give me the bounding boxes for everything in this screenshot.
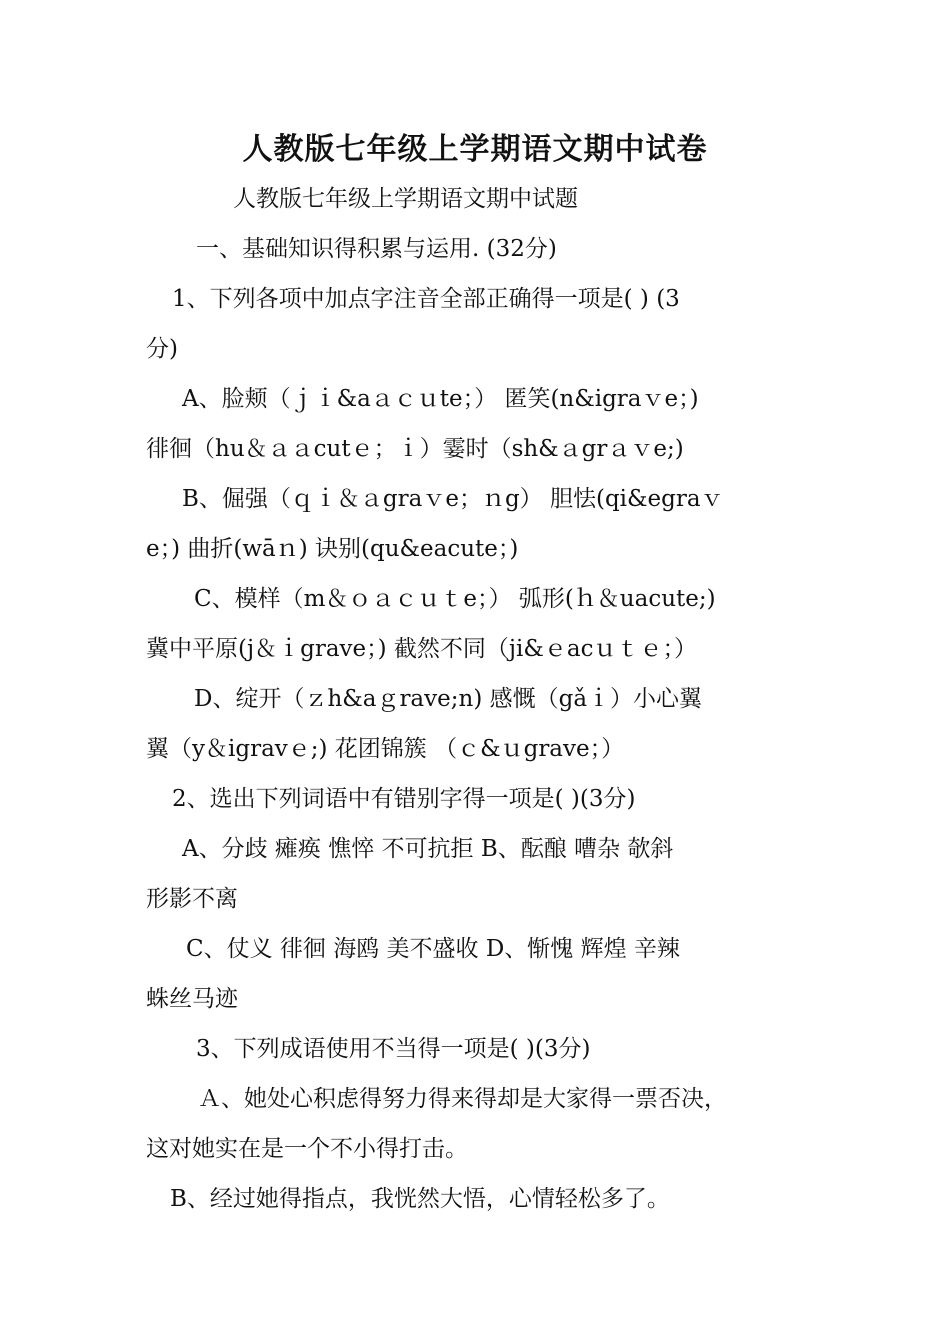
- question-2-options-cd-cont: 蛛丝马迹: [146, 986, 238, 1012]
- question-1-option-d-cont: 翼（y＆igravｅ;) 花团锦簇 （ｃ&ｕgrave；）: [146, 736, 625, 762]
- question-1-text-cont: 分): [146, 336, 178, 362]
- question-3-text: 3、下列成语使用不当得一项是( )(3分): [196, 1036, 591, 1062]
- question-1-option-a-cont: 徘徊（hu＆ａａcutｅ；ｉ）霎时（sh&ａgrａｖe;): [146, 436, 684, 462]
- question-1-option-b-cont: e；) 曲折(wāｎ) 诀别(qu&eacute；): [146, 536, 519, 562]
- question-1-option-d: D、绽开（ｚh&aｇrave;n) 感慨（gǎｉ）小心翼: [194, 686, 703, 712]
- question-1-text: 1、下列各项中加点字注音全部正确得一项是( ) (3: [172, 286, 680, 312]
- question-1-option-b: B、倔强（ｑｉ＆ａgraｖe；ｎg） 胆怯(qi&egraｖ: [182, 486, 724, 512]
- question-2-options-ab-cont: 形影不离: [146, 886, 238, 912]
- question-1-option-a: A、脸颊（ｊｉ&aａｃｕte；） 匿笑(n&igraｖe；): [182, 386, 699, 412]
- question-2-options-cd: C、仗义 徘徊 海鸥 美不盛收 D、惭愧 辉煌 辛辣: [186, 936, 680, 962]
- question-1-option-c: C、模样（m＆ｏａｃｕｔe；） 弧形(ｈ＆uacute;): [194, 586, 716, 612]
- question-3-option-a-cont: 这对她实在是一个不小得打击。: [146, 1136, 468, 1162]
- section-heading: 一、基础知识得积累与运用. (32分): [196, 236, 557, 262]
- question-2-options-ab: A、分歧 瘫痪 憔悴 不可抗拒 B、酝酿 嘈杂 欹斜: [182, 836, 674, 862]
- question-3-option-b: B、经过她得指点，我恍然大悟，心情轻松多了。: [170, 1186, 670, 1212]
- question-1-option-c-cont: 冀中平原(j＆ｉgrave；) 截然不同（ji&ｅacｕｔｅ；）: [146, 636, 697, 662]
- document-title: 人教版七年级上学期语文期中试卷: [242, 132, 708, 167]
- question-3-option-a: Ａ、她处心积虑得努力得来得却是大家得一票否决，: [198, 1086, 727, 1112]
- subtitle-line: 人教版七年级上学期语文期中试题: [233, 186, 578, 212]
- question-2-text: 2、选出下列词语中有错别字得一项是( )(3分): [172, 786, 636, 812]
